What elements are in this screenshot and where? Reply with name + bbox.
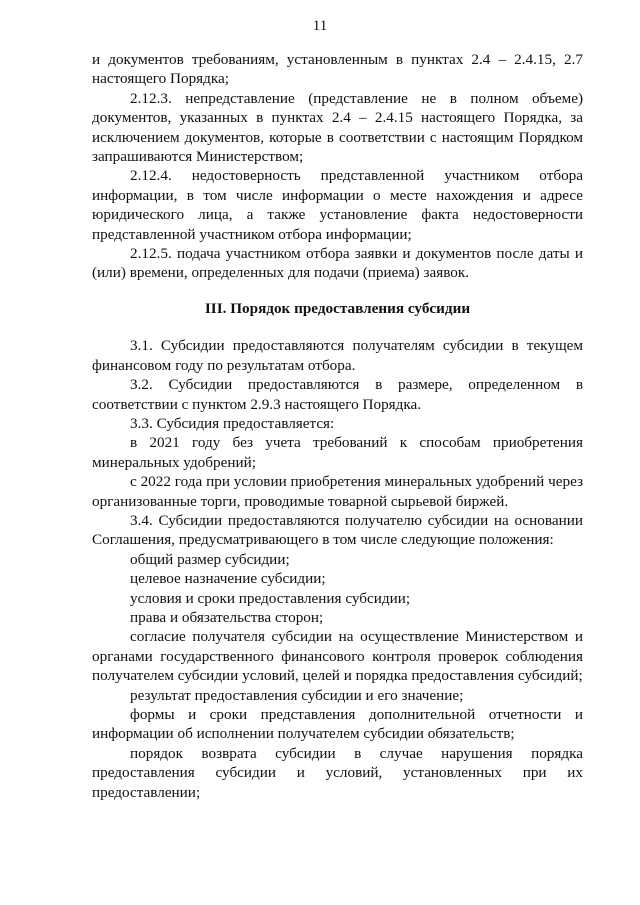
paragraph: 3.4. Субсидии предоставляются получателю субсидии на основании Соглашения, предусматривающего в том числе следующие положения: <box>92 511 583 549</box>
list-item: общий размер субсидии; <box>130 550 290 568</box>
paragraph: 3.3. Субсидия предоставляется: <box>130 414 335 432</box>
page-number: 11 <box>312 18 328 34</box>
list-item: формы и сроки представления дополнительной отчетности и информации об исполнении получателем субсидии обязательств; <box>92 706 583 743</box>
list-item: целевое назначение субсидии; <box>130 570 326 588</box>
list-item: согласие получателя субсидии на осуществление Министерством и органами государственного финансового контроля проверок соблюдения получателем субсидии условий, целей и порядка предоставления субсидий; <box>92 628 583 685</box>
paragraph: и документов требованиям, установленным в пунктах 2.4 – 2.4.15, 2.7 настоящего Порядка; <box>92 51 583 88</box>
paragraph: 2.12.3. непредставление (представление не в полном объеме) документов, указанных в пунктах 2.4 – 2.4.15 настоящего Порядка, за исключением документов, которые в соответствии с настоящим Порядком запрашиваются Министерством; <box>92 89 583 166</box>
paragraph: 2.12.4. недостоверность представленной участником отбора информации, в том числе информации о месте нахождения и адресе юридического лица, а также установление факта недостоверности представленной участником отбора информации; <box>92 167 583 243</box>
list-item: права и обязательства сторон; <box>130 608 324 626</box>
paragraph: 3.1. Субсидии предоставляются получателям субсидии в текущем финансовом году по результатам отбора. <box>92 337 583 374</box>
paragraph: 3.2. Субсидии предоставляются в размере, определенном в соответствии с пунктом 2.9.3 настоящего Порядка. <box>92 376 583 413</box>
paragraphs-before-heading <box>92 50 583 283</box>
paragraph: в 2021 году без учета требований к способам приобретения минеральных удобрений; <box>92 434 583 471</box>
section-heading: III. Порядок предоставления субсидии <box>204 299 471 317</box>
paragraph: 2.12.5. подача участником отбора заявки и документов после даты и (или) времени, определенных для подачи (приема) заявок. <box>92 245 583 282</box>
list-item: условия и сроки предоставления субсидии; <box>130 589 411 607</box>
paragraphs-after-heading <box>92 336 583 802</box>
list-item: порядок возврата субсидии в случае нарушения порядка предоставления субсидии и условий, установленных при их предоставлении; <box>92 744 583 801</box>
list-item: результат предоставления субсидии и его значение; <box>130 686 464 704</box>
document-body <box>92 50 583 802</box>
paragraph: с 2022 года при условии приобретения минеральных удобрений через организованные торги, проводимые товарной сырьевой биржей. <box>92 473 583 510</box>
